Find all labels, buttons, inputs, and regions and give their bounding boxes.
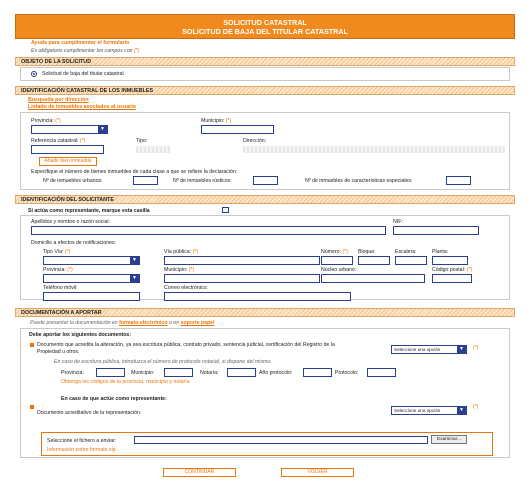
nif-label: NIF: (393, 219, 403, 225)
rusticos-input[interactable] (253, 176, 278, 185)
anio-label: Año protocolo: (259, 370, 293, 376)
apellidos-input[interactable] (31, 226, 386, 235)
tipo-via-select[interactable] (43, 256, 140, 265)
objeto-radio[interactable] (31, 71, 37, 77)
doc1-text-b: Propiedad u otros. (37, 349, 80, 355)
required-note: Es obligatorio cumplimentar los campos con (*) (31, 48, 140, 54)
referencia-input[interactable] (31, 145, 104, 154)
nif-input[interactable] (393, 226, 479, 235)
fichero-box (41, 432, 493, 456)
section-objeto-header: OBJETO DE LA SOLICITUD (15, 57, 515, 66)
protocolo-label: Protocolo: (335, 370, 359, 376)
fichero-label: Seleccione el fichero a enviar: (47, 438, 117, 444)
section-solicitante-header: IDENTIFICACIÓN DEL SOLICITANTE (15, 195, 515, 204)
chevron-down-icon: ▼ (457, 407, 466, 414)
tipo-via-label: Tipo Vía: (*) (43, 249, 71, 255)
referencia-label: Referencia catastral: (*) (31, 138, 86, 144)
municipio-sol-label: Municipio: (*) (164, 267, 195, 273)
escalera-label: Escalera: (395, 249, 417, 255)
planta-label: Planta: (432, 249, 449, 255)
nucleo-input[interactable] (321, 274, 425, 283)
form-header (15, 14, 515, 39)
debe-aportar-label: Debe aportar los siguientes documentos: (29, 332, 132, 338)
objeto-label: Solicitud de baja del titular catastral (42, 71, 124, 77)
tipo-label: Tipo: (136, 138, 148, 144)
chevron-down-icon: ▼ (130, 257, 139, 264)
especiales-label: Nº de inmuebles de características especiales: (305, 178, 413, 184)
protocolo-input[interactable] (367, 368, 396, 377)
not-provincia-label: Provincia: (61, 370, 84, 376)
chevron-down-icon: ▼ (457, 346, 466, 353)
direccion-field (243, 146, 505, 153)
chevron-down-icon: ▼ (98, 126, 107, 133)
cp-input[interactable] (432, 274, 472, 283)
formato-zip-link[interactable]: Información sobre formato zip (47, 447, 116, 453)
via-label: Vía pública: (*) (164, 249, 199, 255)
cp-label: Código postal: (*) (432, 267, 473, 273)
section-identificacion-header: IDENTIFICACIÓN CATASTRAL DE LOS INMUEBLES (15, 86, 515, 95)
movil-input[interactable] (43, 292, 140, 301)
fichero-input[interactable] (134, 436, 428, 444)
via-input[interactable] (164, 256, 320, 265)
busqueda-direccion-link[interactable]: Búsqueda por dirección (28, 97, 89, 103)
solicitante-box (20, 215, 510, 300)
numero-input[interactable] (321, 256, 353, 265)
presentar-text: Puede presentar la documentación en formato electrónico o en soporte papel (30, 320, 215, 326)
chevron-down-icon: ▼ (130, 275, 139, 282)
notaria-input[interactable] (227, 368, 256, 377)
especiales-input[interactable] (446, 176, 471, 185)
bullet-icon (30, 405, 34, 409)
doc1-required: (*) (473, 345, 479, 351)
inmuebles-box (20, 112, 510, 190)
add-inmueble-button[interactable]: Añadir bien inmueble (39, 157, 97, 166)
formato-electronico-link[interactable]: formato electrónico (119, 320, 168, 326)
planta-input[interactable] (432, 256, 468, 265)
rusticos-label: Nº de inmuebles rústicos: (173, 178, 232, 184)
doc2-select[interactable]: Seleccione una opción ▼ (391, 406, 467, 415)
continuar-button[interactable]: CONTINUAR (163, 468, 236, 477)
bloque-label: Bloque: (358, 249, 376, 255)
section-documentacion-header: DOCUMENTACIÓN A APORTAR (15, 308, 515, 317)
not-provincia-input[interactable] (96, 368, 125, 377)
doc1-text-a: Documento que acredita la alteración, ya sea escritura pública, contrato privado, sentencia judicial, certificación del Registro de la (37, 342, 335, 348)
nucleo-label: Núcleo urbano: (321, 267, 357, 273)
header-subtitle: SOLICITUD DE BAJA DEL TITULAR CATASTRAL (182, 27, 348, 36)
domicilio-label: Domicilio a efectos de notificaciones: (31, 240, 117, 246)
municipio-input[interactable] (201, 125, 274, 134)
doc2-text: Documento acreditativo de la representación. (37, 410, 142, 416)
numero-label: Número: (*) (321, 249, 348, 255)
representante-title: En caso de que actúe como representante: (61, 396, 167, 402)
listado-inmuebles-link[interactable]: Listado de inmuebles asociados al usuario (28, 104, 137, 110)
municipio-label: Municipio: (*) (201, 118, 232, 124)
provincia-select[interactable] (31, 125, 108, 134)
escalera-input[interactable] (395, 256, 427, 265)
tipo-field (136, 146, 170, 153)
bullet-icon (30, 343, 34, 347)
examinar-button[interactable]: Examinar... (431, 435, 467, 444)
correo-label: Correo electrónico: (164, 285, 208, 291)
doc1-select[interactable]: Seleccione una opción ▼ (391, 345, 467, 354)
anio-input[interactable] (303, 368, 332, 377)
notaria-label: Notaría: (200, 370, 219, 376)
objeto-box (20, 67, 510, 81)
representante-checkbox[interactable] (222, 207, 229, 213)
header-title: SOLICITUD CATASTRAL (223, 18, 307, 27)
doc2-required: (*) (473, 404, 479, 410)
volver-button[interactable]: VOLVER (281, 468, 354, 477)
provincia-sol-label: Provincia: (*) (43, 267, 73, 273)
apellidos-label: Apellidos y nombre o razón social: (31, 219, 111, 225)
soporte-papel-link[interactable]: soporte papel (180, 320, 215, 326)
not-municipio-label: Municipio: (131, 370, 155, 376)
representante-label: Si actúa como representante, marque esta casilla (28, 208, 150, 214)
urbanos-label: Nº de inmuebles urbanos: (43, 178, 103, 184)
municipio-sol-input[interactable] (164, 274, 320, 283)
provincia-sol-select[interactable] (43, 274, 140, 283)
provincia-label: Provincia: (*) (31, 118, 61, 124)
correo-input[interactable] (164, 292, 351, 301)
urbanos-input[interactable] (133, 176, 158, 185)
escritura-note: En caso de escritura pública, introduzca el número de protocolo notarial, si dispone del mismo. (54, 359, 272, 365)
documentacion-box (20, 328, 510, 458)
bloque-input[interactable] (358, 256, 390, 265)
movil-label: Teléfono móvil: (43, 285, 78, 291)
especifique-text: Especifique el número de bienes inmuebles de cada clase a que se refiere la declaración: (31, 169, 238, 175)
direccion-label: Dirección: (243, 138, 267, 144)
obtenga-codigos-link[interactable]: Obtenga los códigos de la provincia, municipio y notaría (61, 379, 190, 385)
help-link[interactable]: Ayuda para cumplimentar el formulario (31, 40, 130, 46)
not-municipio-input[interactable] (164, 368, 193, 377)
